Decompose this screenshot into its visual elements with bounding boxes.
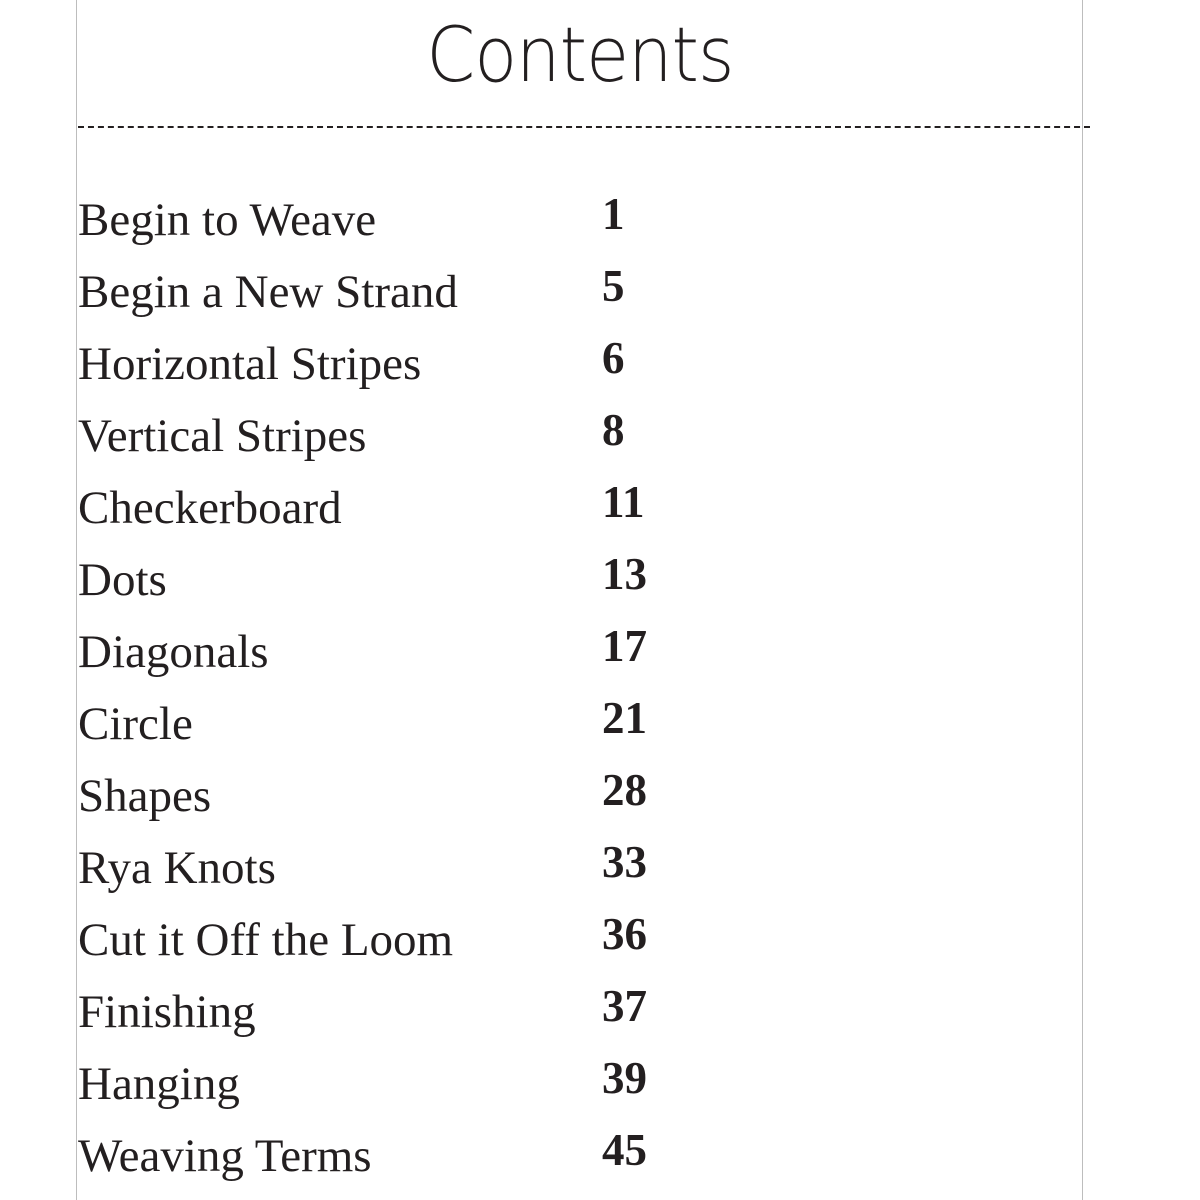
toc-entry-page-number: 6	[602, 333, 625, 383]
toc-entry-title: Weaving Terms	[78, 1130, 372, 1182]
toc-entry[interactable]	[78, 400, 778, 472]
toc-entry-title: Circle	[78, 698, 193, 750]
toc-entry-page-number: 28	[602, 765, 647, 815]
toc-entry-page-number: 37	[602, 981, 647, 1031]
toc-entry[interactable]	[78, 976, 778, 1048]
toc-entry-page-number: 1	[602, 189, 625, 239]
toc-entry-page-number: 45	[602, 1125, 647, 1175]
toc-entry[interactable]	[78, 1120, 778, 1192]
dashed-divider	[78, 126, 1090, 128]
toc-entry-page-number: 8	[602, 405, 625, 455]
toc-entry[interactable]	[78, 616, 778, 688]
toc-entry-title: Hanging	[78, 1058, 240, 1110]
toc-entry[interactable]	[78, 688, 778, 760]
toc-entry-page-number: 17	[602, 621, 647, 671]
toc-entry[interactable]	[78, 832, 778, 904]
toc-entry-title: Begin a New Strand	[78, 266, 458, 318]
toc-entry-title: Shapes	[78, 770, 212, 822]
toc-entry-title: Rya Knots	[78, 842, 276, 894]
toc-entry-page-number: 39	[602, 1053, 647, 1103]
toc-entry[interactable]	[78, 472, 778, 544]
toc-entry[interactable]	[78, 544, 778, 616]
toc-entry[interactable]	[78, 904, 778, 976]
toc-entry-page-number: 11	[602, 477, 645, 527]
toc-entry-title: Diagonals	[78, 626, 269, 678]
toc-entry[interactable]	[78, 760, 778, 832]
toc-entry-title: Finishing	[78, 986, 256, 1038]
toc-entry-title: Dots	[78, 554, 167, 606]
page-title: Contents	[426, 10, 734, 99]
toc-entry-title: Begin to Weave	[78, 194, 377, 246]
toc-entry[interactable]	[78, 328, 778, 400]
toc-entry-title: Checkerboard	[78, 482, 342, 534]
toc-entry[interactable]	[78, 1048, 778, 1120]
toc-entry-title: Horizontal Stripes	[78, 338, 422, 390]
toc-entry-page-number: 36	[602, 909, 647, 959]
table-of-contents	[78, 184, 778, 1192]
toc-entry-page-number: 33	[602, 837, 647, 887]
toc-entry-page-number: 21	[602, 693, 647, 743]
toc-entry-title: Vertical Stripes	[78, 410, 367, 462]
right-page-border	[1082, 0, 1083, 1200]
toc-entry-title: Cut it Off the Loom	[78, 914, 454, 966]
toc-entry-page-number: 13	[602, 549, 647, 599]
toc-entry-page-number: 5	[602, 261, 625, 311]
toc-entry[interactable]	[78, 256, 778, 328]
left-page-border	[76, 0, 77, 1200]
toc-entry[interactable]	[78, 184, 778, 256]
